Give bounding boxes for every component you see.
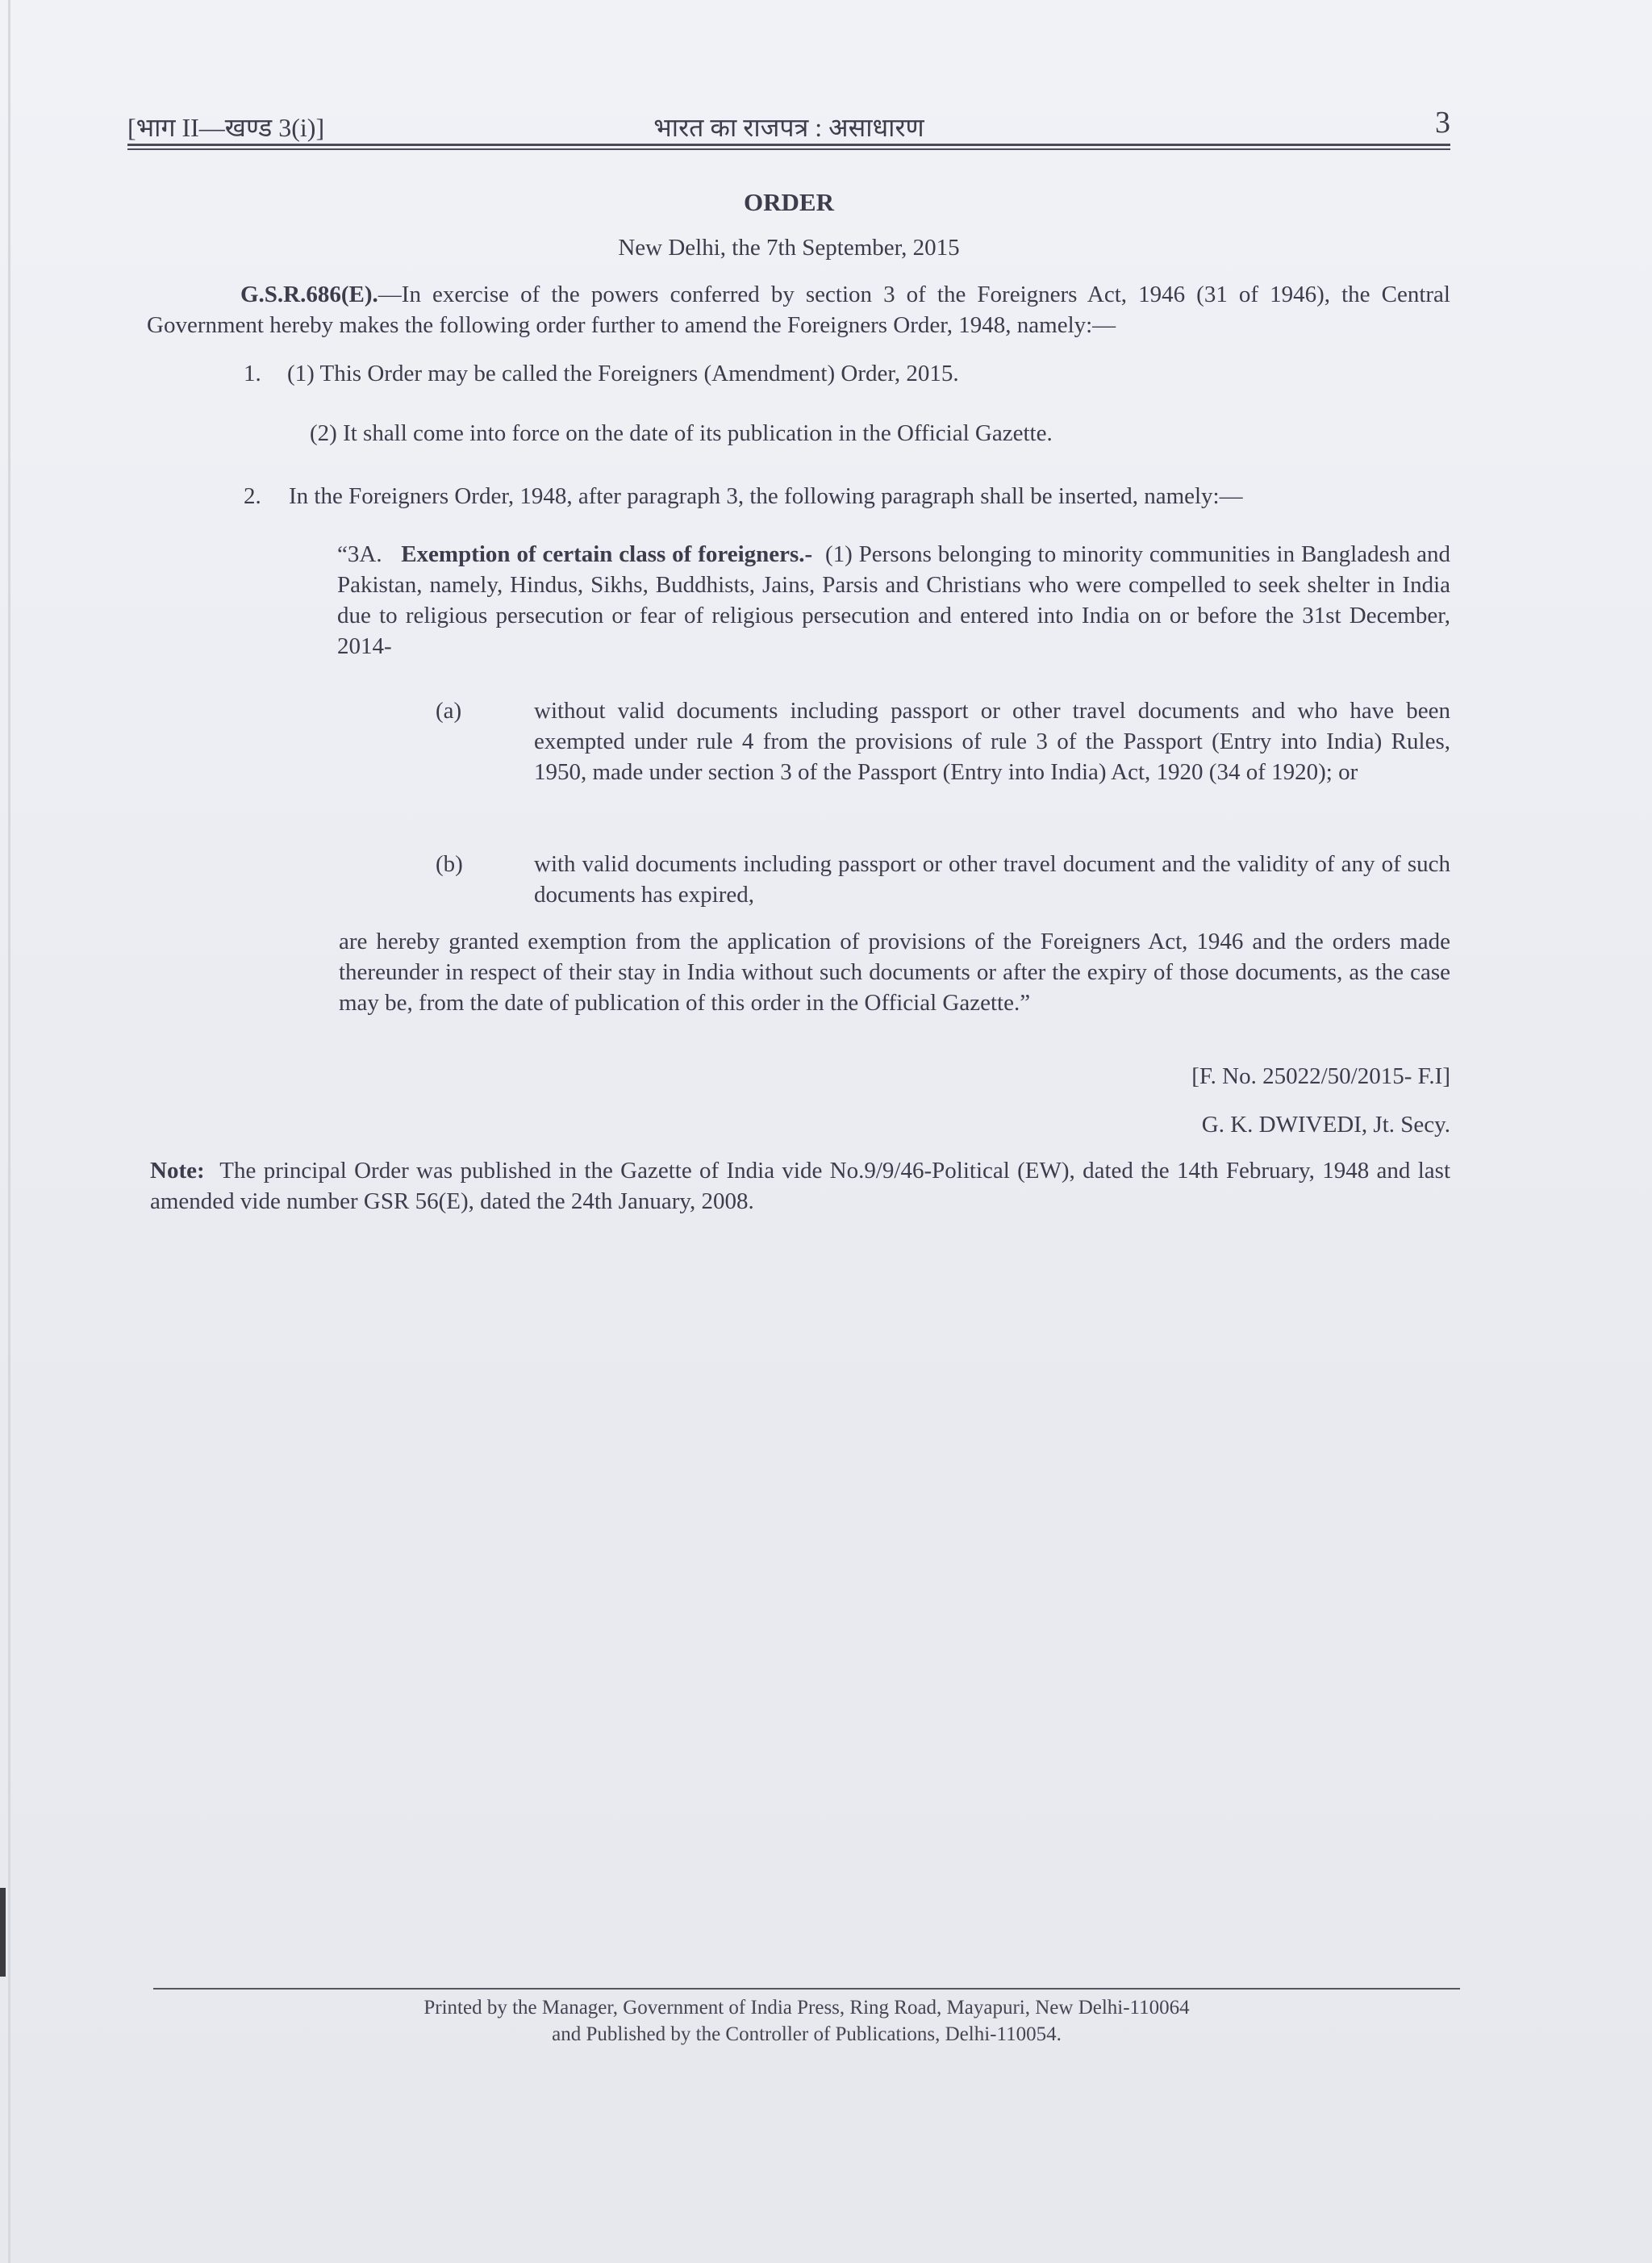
header-title: भारत का राजपत्र : असाधारण [653, 113, 924, 142]
footer-line-1: Printed by the Manager, Government of India Press, Ring Road, Mayapuri, New Delhi-110064 [423, 1997, 1190, 2019]
page-number: 3 [1435, 106, 1450, 140]
sub-b-text: with valid documents including passport or other travel document and the validity of any of such documents has expired, [534, 851, 1450, 908]
item-1-clause-2: (2) It shall come into force on the date of its publication in the Official Gazette. [310, 420, 1053, 446]
closing-paragraph: are hereby granted exemption from the application of provisions of the Foreigners Act, 1946 and the orders made thereunder in respect of their stay in India without such documents or after the expiry of those documents, as the case may be, from the date of publication of this order in the Official Gazette.” [339, 929, 1450, 1016]
gsr-reference: G.S.R.686(E). [240, 282, 378, 307]
paragraph-3a-label: “3A. [337, 541, 382, 567]
sub-a-label: (a) [436, 698, 462, 724]
binding-mark [0, 1888, 6, 1977]
gsr-paragraph [147, 279, 1450, 340]
footer-rule [153, 1988, 1460, 1990]
paragraph-3a-heading: Exemption of certain class of foreigners.- [401, 541, 813, 567]
order-dateline: New Delhi, the 7th September, 2015 [618, 235, 960, 261]
note-text: The principal Order was published in the Gazette of India vide No.9/9/46-Political (EW), dated the 14th February, 1948 and last amended vide number GSR 56(E), dated the 24th January, 2008. [150, 1158, 1451, 1214]
note-label: Note: [150, 1158, 205, 1184]
order-heading: ORDER [744, 188, 834, 216]
paragraph-3a [337, 539, 1450, 662]
page-header [127, 106, 1450, 145]
item-1-number: 1. [244, 361, 261, 386]
item-2-number: 2. [244, 483, 261, 509]
header-part: [भाग II—खण्ड 3(i)] [127, 113, 325, 142]
footer-line-2: and Published by the Controller of Publications, Delhi-110054. [552, 2023, 1062, 2045]
file-number: [F. No. 25022/50/2015- F.I] [1191, 1063, 1450, 1089]
paragraph-3a-text: (1) Persons belonging to minority communities in Bangladesh and Pakistan, namely, Hindus, Sikhs, Buddhists, Jains, Parsis and Christians who were compelled to seek shelter in India due to religious persecution or fear of religious persecution and entered into India on or before the 31st December, 2014- [337, 541, 1451, 659]
item-2-text: In the Foreigners Order, 1948, after paragraph 3, the following paragraph shall be inserted, namely:— [289, 483, 1243, 509]
page-footer [153, 1994, 1460, 2048]
item-1-clause-1: (1) This Order may be called the Foreigners (Amendment) Order, 2015. [287, 361, 959, 386]
gsr-text: —In exercise of the powers conferred by section 3 of the Foreigners Act, 1946 (31 of 1946), the Central Government hereby makes the following order further to amend the Foreigners Order, 1948, namely:— [147, 282, 1450, 338]
page-edge-shadow [8, 0, 10, 2263]
note-paragraph [150, 1155, 1450, 1217]
sub-b-label: (b) [436, 851, 463, 877]
sub-a-text: without valid documents including passport or other travel documents and who have been exempted under rule 4 from the provisions of rule 3 of the Passport (Entry into India) Rules, 1950, made under section 3 of the Passport (Entry into India) Act, 1920 (34 of 1920); or [534, 698, 1450, 785]
signatory: G. K. DWIVEDI, Jt. Secy. [1201, 1112, 1450, 1138]
header-rule [127, 144, 1450, 150]
